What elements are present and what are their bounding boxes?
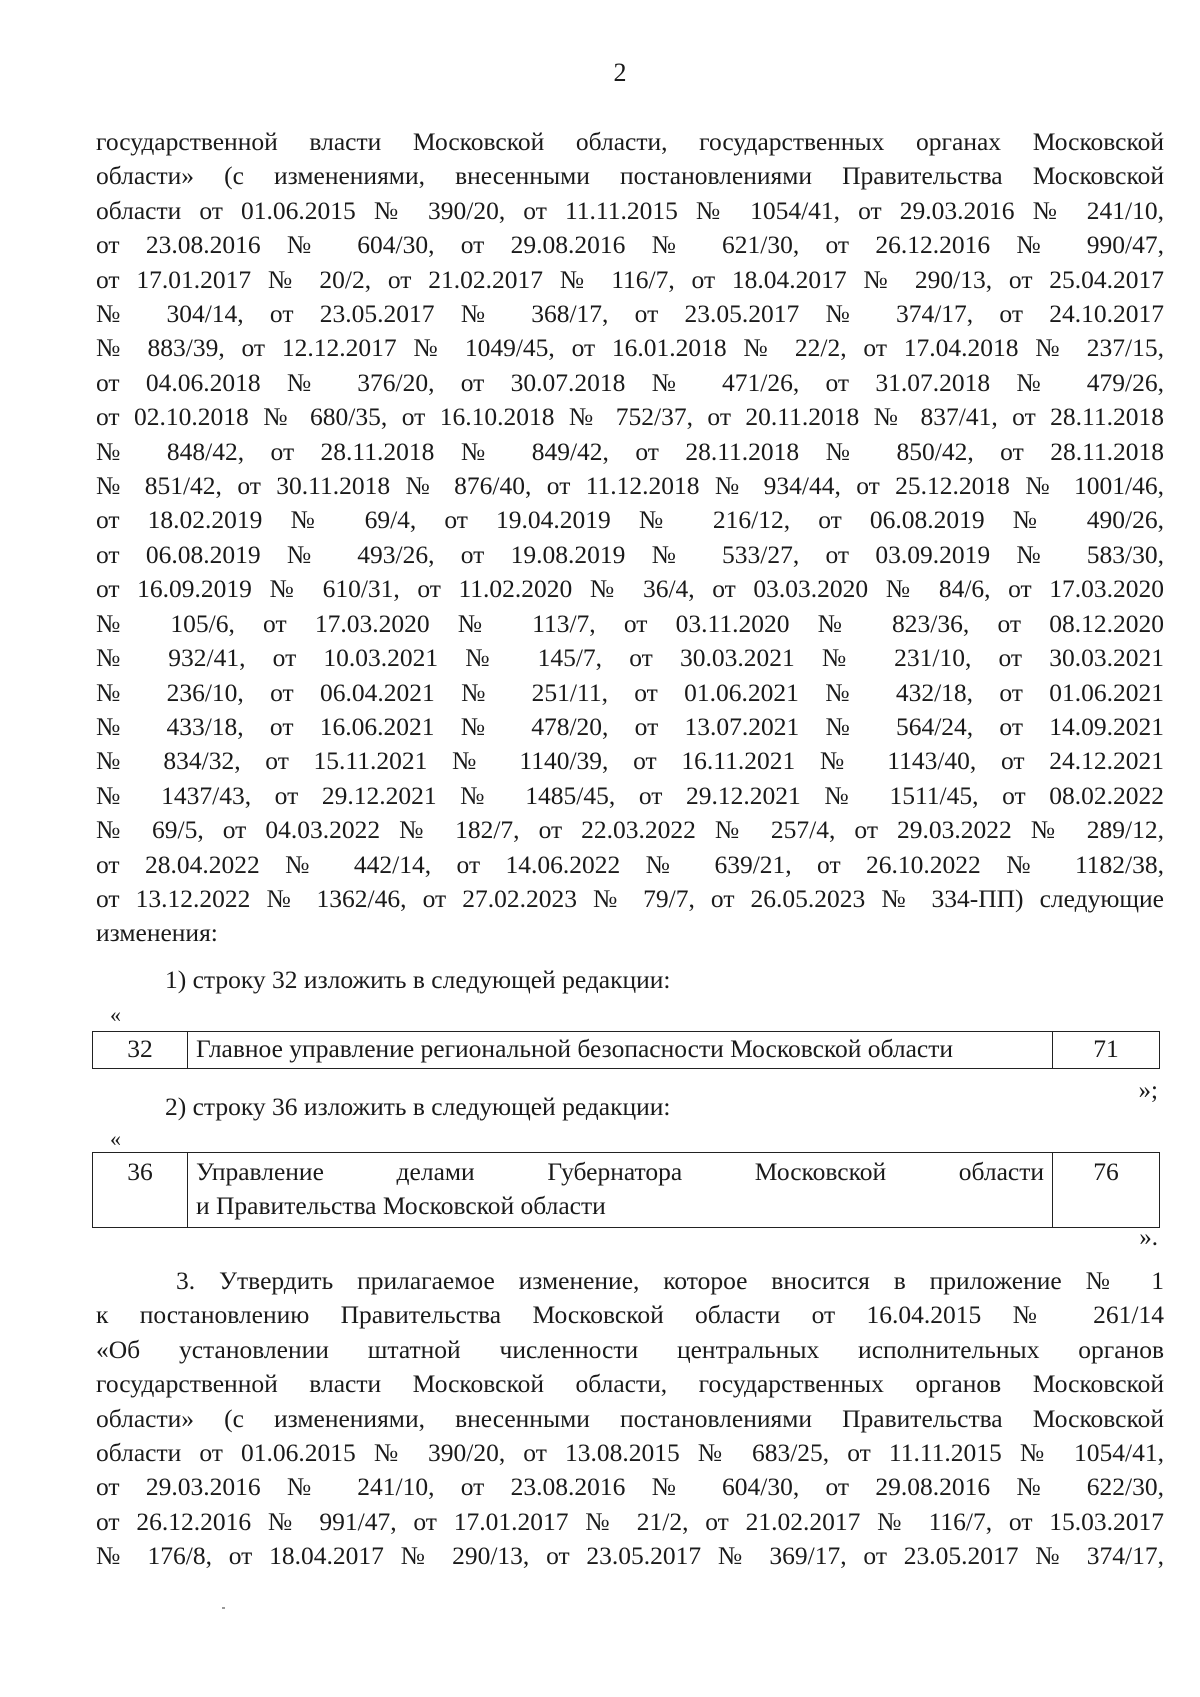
text-line: «Об установлении штатной численности центральных исполнительных органов bbox=[96, 1334, 1164, 1364]
row-name: Главное управление региональной безопасности Московской области bbox=[188, 1032, 1053, 1069]
text-line: № 105/6, от 17.03.2020 № 113/7, от 03.11.2020 № 823/36, от 08.12.2020 bbox=[96, 608, 1164, 638]
text-line: № 851/42, от 30.11.2018 № 876/40, от 11.12.2018 № 934/44, от 25.12.2018 № 1001/46, bbox=[96, 471, 1164, 501]
text-line: области от 01.06.2015 № 390/20, от 11.11.2015 № 1054/41, от 29.03.2016 № 241/10, bbox=[96, 195, 1164, 225]
text-line: 3. Утвердить прилагаемое изменение, которое вносится в приложение № 1 bbox=[176, 1266, 1164, 1295]
text-line: изменения: bbox=[96, 918, 218, 948]
text-line: государственной власти Московской области, государственных органах Московской bbox=[96, 127, 1164, 156]
text-line: от 26.12.2016 № 991/47, от 17.01.2017 № 21/2, от 21.02.2017 № 116/7, от 15.03.2017 bbox=[96, 1506, 1164, 1536]
item-2-open-quote: « bbox=[110, 1126, 121, 1151]
text-line: от 28.04.2022 № 442/14, от 14.06.2022 № 639/21, от 26.10.2022 № 1182/38, bbox=[96, 849, 1164, 879]
text-line: от 13.12.2022 № 1362/46, от 27.02.2023 № 79/7, от 26.05.2023 № 334-ПП) следующие bbox=[96, 883, 1164, 913]
text-line: от 18.02.2019 № 69/4, от 19.04.2019 № 216/12, от 06.08.2019 № 490/26, bbox=[96, 505, 1164, 535]
table-row bbox=[93, 1153, 1160, 1228]
amendments-paragraph bbox=[96, 125, 1164, 951]
text-line: области от 01.06.2015 № 390/20, от 13.08.2015 № 683/25, от 11.11.2015 № 1054/41, bbox=[96, 1438, 1164, 1468]
text-line: № 848/42, от 28.11.2018 № 849/42, от 28.11.2018 № 850/42, от 28.11.2018 bbox=[96, 436, 1164, 466]
item-1-open-quote: « bbox=[110, 1002, 121, 1027]
text-line: № 433/18, от 16.06.2021 № 478/20, от 13.07.2021 № 564/24, от 14.09.2021 bbox=[96, 711, 1164, 741]
text-line: № 176/8, от 18.04.2017 № 290/13, от 23.05.2017 № 369/17, от 23.05.2017 № 374/17, bbox=[96, 1541, 1164, 1571]
text-line: области» (с изменениями, внесенными постановлениями Правительства Московской bbox=[96, 161, 1164, 191]
item-2-close-quote: ». bbox=[1139, 1224, 1158, 1251]
text-line: к постановлению Правительства Московской области от 16.04.2015 № 261/14 bbox=[96, 1300, 1164, 1330]
page-number: 2 bbox=[613, 58, 627, 87]
text-line: от 02.10.2018 № 680/35, от 16.10.2018 № 752/37, от 20.11.2018 № 837/41, от 28.11.2018 bbox=[96, 402, 1164, 432]
text-line: от 23.08.2016 № 604/30, от 29.08.2016 № 621/30, от 26.12.2016 № 990/47, bbox=[96, 230, 1164, 260]
text-line: от 06.08.2019 № 493/26, от 19.08.2019 № 533/27, от 03.09.2019 № 583/30, bbox=[96, 539, 1164, 569]
row-name-line: и Правительства Московской области bbox=[196, 1191, 606, 1220]
row-name bbox=[188, 1153, 1053, 1228]
row-value: 76 bbox=[1053, 1153, 1160, 1228]
text-line: области» (с изменениями, внесенными постановлениями Правительства Московской bbox=[96, 1403, 1164, 1433]
text-line: № 236/10, от 06.04.2021 № 251/11, от 01.06.2021 № 432/18, от 01.06.2021 bbox=[96, 677, 1164, 707]
item-1-close-quote: »; bbox=[1138, 1077, 1158, 1104]
row-36-table bbox=[92, 1152, 1160, 1228]
paragraph-3 bbox=[96, 1264, 1164, 1574]
text-line: от 17.01.2017 № 20/2, от 21.02.2017 № 116/7, от 18.04.2017 № 290/13, от 25.04.2017 bbox=[96, 264, 1164, 294]
text-line: от 04.06.2018 № 376/20, от 30.07.2018 № 471/26, от 31.07.2018 № 479/26, bbox=[96, 367, 1164, 397]
text-line: № 883/39, от 12.12.2017 № 1049/45, от 16.01.2018 № 22/2, от 17.04.2018 № 237/15, bbox=[96, 333, 1164, 363]
item-2-label: 2) строку 36 изложить в следующей редакции: bbox=[165, 1092, 671, 1121]
scan-artifact bbox=[222, 1607, 225, 1609]
row-number: 32 bbox=[93, 1032, 188, 1069]
table-row bbox=[93, 1032, 1160, 1069]
item-1-label: 1) строку 32 изложить в следующей редакции: bbox=[165, 965, 671, 994]
row-value: 71 bbox=[1053, 1032, 1160, 1069]
text-line: № 834/32, от 15.11.2021 № 1140/39, от 16.11.2021 № 1143/40, от 24.12.2021 bbox=[96, 746, 1164, 776]
text-line: № 1437/43, от 29.12.2021 № 1485/45, от 29.12.2021 № 1511/45, от 08.02.2022 bbox=[96, 780, 1164, 810]
text-line: № 932/41, от 10.03.2021 № 145/7, от 30.03.2021 № 231/10, от 30.03.2021 bbox=[96, 643, 1164, 673]
text-line: № 304/14, от 23.05.2017 № 368/17, от 23.05.2017 № 374/17, от 24.10.2017 bbox=[96, 299, 1164, 329]
text-line: государственной власти Московской области, государственных органов Московской bbox=[96, 1369, 1164, 1399]
row-name-line: Управление делами Губернатора Московской области bbox=[196, 1157, 1044, 1186]
text-line: от 29.03.2016 № 241/10, от 23.08.2016 № 604/30, от 29.08.2016 № 622/30, bbox=[96, 1472, 1164, 1502]
text-line: № 69/5, от 04.03.2022 № 182/7, от 22.03.2022 № 257/4, от 29.03.2022 № 289/12, bbox=[96, 815, 1164, 845]
row-number: 36 bbox=[93, 1153, 188, 1228]
text-line: от 16.09.2019 № 610/31, от 11.02.2020 № 36/4, от 03.03.2020 № 84/6, от 17.03.2020 bbox=[96, 574, 1164, 604]
row-32-table bbox=[92, 1031, 1160, 1069]
